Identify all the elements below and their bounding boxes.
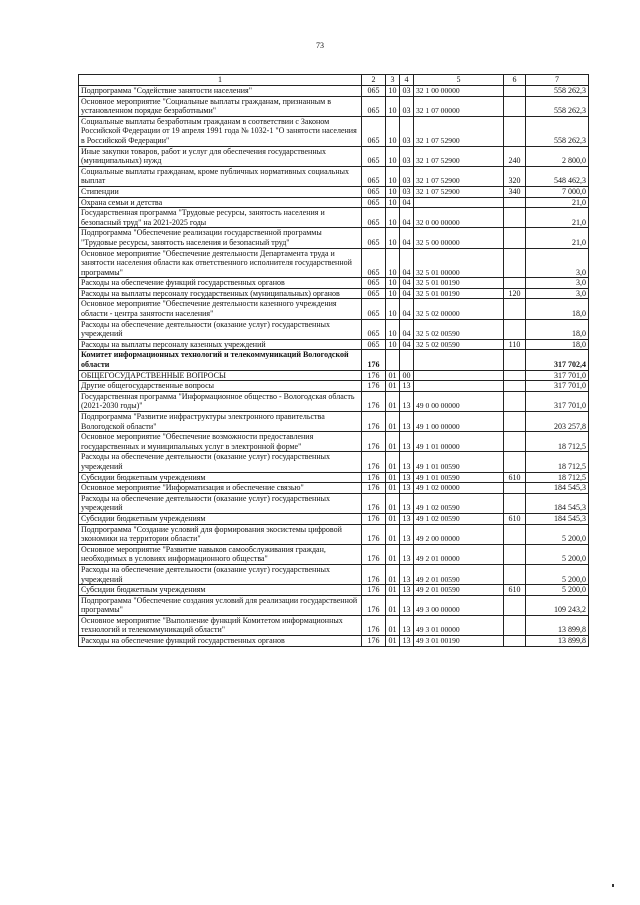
admin-code-cell: 065 [362,278,386,289]
header-col-4: 4 [400,75,414,86]
table-row [79,585,589,596]
admin-code-cell: 065 [362,228,386,248]
expense-type-cell [504,452,526,472]
expense-type-cell: 340 [504,186,526,197]
section-code-cell: 01 [386,544,400,564]
row-name-cell: Расходы на обеспечение функций государственных органов [79,636,362,647]
section-code-cell [386,350,400,370]
target-article-cell: 32 1 07 00000 [414,96,504,116]
target-article-cell: 49 3 00 00000 [414,595,504,615]
section-code-cell: 01 [386,432,400,452]
target-article-cell: 32 1 07 52900 [414,146,504,166]
expense-type-cell [504,615,526,635]
expense-type-cell: 610 [504,585,526,596]
admin-code-cell: 176 [362,483,386,494]
target-article-cell: 32 5 02 00000 [414,299,504,319]
amount-cell: 7 000,0 [526,186,589,197]
amount-cell: 18 712,5 [526,472,589,483]
admin-code-cell: 065 [362,197,386,208]
table-row [79,208,589,228]
admin-code-cell: 176 [362,544,386,564]
table-row [79,412,589,432]
admin-code-cell: 176 [362,381,386,392]
subsection-code-cell: 13 [400,513,414,524]
subsection-code-cell: 13 [400,615,414,635]
row-name-cell: Подпрограмма "Создание условий для формирования экосистемы цифровой экономики на территории области" [79,524,362,544]
admin-code-cell: 065 [362,299,386,319]
table-row [79,146,589,166]
row-name-cell: Подпрограмма "Обеспечение создания условий для реализации государственной программы" [79,595,362,615]
row-name-cell: Государственная программа "Информационное общество - Вологодская область (2021-2030 годы)" [79,391,362,411]
admin-code-cell: 065 [362,319,386,339]
section-code-cell: 10 [386,166,400,186]
admin-code-cell: 176 [362,391,386,411]
section-code-cell: 10 [386,319,400,339]
target-article-cell: 32 5 02 00590 [414,319,504,339]
subsection-code-cell: 03 [400,116,414,146]
target-article-cell: 49 2 01 00590 [414,564,504,584]
target-article-cell [414,381,504,392]
amount-cell: 5 200,0 [526,564,589,584]
section-code-cell: 01 [386,381,400,392]
section-code-cell: 10 [386,299,400,319]
table-row [79,86,589,97]
header-col-6: 6 [504,75,526,86]
expense-type-cell [504,524,526,544]
amount-cell: 21,0 [526,197,589,208]
subsection-code-cell: 03 [400,146,414,166]
expense-type-cell [504,248,526,278]
row-name-cell: Стипендии [79,186,362,197]
target-article-cell: 32 5 01 00190 [414,288,504,299]
amount-cell: 5 200,0 [526,544,589,564]
amount-cell: 18,0 [526,299,589,319]
subsection-code-cell: 04 [400,248,414,278]
admin-code-cell: 065 [362,146,386,166]
table-row [79,483,589,494]
row-name-cell: Расходы на обеспечение деятельности (оказание услуг) государственных учреждений [79,493,362,513]
section-code-cell: 01 [386,564,400,584]
row-name-cell: Подпрограмма "Содействие занятости населения" [79,86,362,97]
row-name-cell: Субсидии бюджетным учреждениям [79,513,362,524]
amount-cell: 184 545,3 [526,493,589,513]
amount-cell: 548 462,3 [526,166,589,186]
expense-type-cell [504,350,526,370]
amount-cell: 18 712,5 [526,452,589,472]
amount-cell: 109 243,2 [526,595,589,615]
table-row [79,472,589,483]
admin-code-cell: 065 [362,166,386,186]
expense-type-cell [504,595,526,615]
target-article-cell: 32 0 00 00000 [414,208,504,228]
admin-code-cell: 176 [362,513,386,524]
target-article-cell: 49 1 02 00590 [414,493,504,513]
expense-type-cell [504,391,526,411]
table-row [79,339,589,350]
row-name-cell: ОБЩЕГОСУДАРСТВЕННЫЕ ВОПРОСЫ [79,370,362,381]
subsection-code-cell: 04 [400,278,414,289]
header-col-1: 1 [79,75,362,86]
row-name-cell: Расходы на обеспечение деятельности (оказание услуг) государственных учреждений [79,564,362,584]
table-row [79,299,589,319]
subsection-code-cell: 13 [400,452,414,472]
subsection-code-cell: 04 [400,319,414,339]
subsection-code-cell: 03 [400,86,414,97]
admin-code-cell: 176 [362,564,386,584]
subsection-code-cell: 13 [400,564,414,584]
expense-type-cell [504,544,526,564]
amount-cell: 317 701,0 [526,370,589,381]
table-row [79,248,589,278]
target-article-cell: 49 0 00 00000 [414,391,504,411]
amount-cell: 2 800,0 [526,146,589,166]
amount-cell: 21,0 [526,228,589,248]
table-row [79,513,589,524]
subsection-code-cell: 04 [400,339,414,350]
row-name-cell: Подпрограмма "Обеспечение реализации государственной программы "Трудовые ресурсы, занятость населения и безопасный труд" [79,228,362,248]
row-name-cell: Комитет информационных технологий и телекоммуникаций Вологодской области [79,350,362,370]
row-name-cell: Основное мероприятие "Развитие навыков самообслуживания граждан, необходимых в условиях информационного общества" [79,544,362,564]
subsection-code-cell: 13 [400,585,414,596]
section-code-cell: 01 [386,493,400,513]
admin-code-cell: 176 [362,524,386,544]
subsection-code-cell: 13 [400,391,414,411]
admin-code-cell: 065 [362,288,386,299]
section-code-cell: 10 [386,278,400,289]
header-col-7: 7 [526,75,589,86]
amount-cell: 317 701,0 [526,391,589,411]
row-name-cell: Охрана семьи и детства [79,197,362,208]
subsection-code-cell: 04 [400,208,414,228]
target-article-cell: 49 1 02 00590 [414,513,504,524]
table-row [79,288,589,299]
amount-cell: 558 262,3 [526,86,589,97]
amount-cell: 3,0 [526,288,589,299]
target-article-cell: 32 1 07 52900 [414,166,504,186]
target-article-cell: 32 5 02 00590 [414,339,504,350]
table-row [79,350,589,370]
target-article-cell: 49 1 01 00590 [414,452,504,472]
expense-type-cell [504,116,526,146]
table-row [79,381,589,392]
table-row [79,636,589,647]
budget-table [78,74,589,647]
row-name-cell: Расходы на обеспечение деятельности (оказание услуг) государственных учреждений [79,319,362,339]
row-name-cell: Субсидии бюджетным учреждениям [79,585,362,596]
expense-type-cell [504,483,526,494]
admin-code-cell: 176 [362,472,386,483]
amount-cell: 184 545,3 [526,483,589,494]
row-name-cell: Расходы на обеспечение деятельности (оказание услуг) государственных учреждений [79,452,362,472]
table-row [79,278,589,289]
table-row [79,391,589,411]
table-row [79,116,589,146]
admin-code-cell: 065 [362,208,386,228]
subsection-code-cell: 13 [400,432,414,452]
table-row [79,166,589,186]
target-article-cell: 49 2 00 00000 [414,524,504,544]
expense-type-cell [504,370,526,381]
table-row [79,595,589,615]
subsection-code-cell: 04 [400,228,414,248]
section-code-cell: 10 [386,197,400,208]
header-col-2: 2 [362,75,386,86]
admin-code-cell: 065 [362,86,386,97]
admin-code-cell: 176 [362,585,386,596]
subsection-code-cell: 04 [400,197,414,208]
table-row [79,186,589,197]
target-article-cell: 49 2 01 00590 [414,585,504,596]
subsection-code-cell: 13 [400,412,414,432]
admin-code-cell: 176 [362,595,386,615]
expense-type-cell [504,319,526,339]
subsection-code-cell: 04 [400,299,414,319]
section-code-cell: 01 [386,615,400,635]
subsection-code-cell [400,350,414,370]
amount-cell: 18,0 [526,319,589,339]
table-row [79,493,589,513]
amount-cell: 5 200,0 [526,585,589,596]
row-name-cell: Расходы на выплаты персоналу государственных (муниципальных) органов [79,288,362,299]
target-article-cell: 49 1 00 00000 [414,412,504,432]
target-article-cell: 32 5 01 00000 [414,248,504,278]
subsection-code-cell: 13 [400,595,414,615]
admin-code-cell: 065 [362,339,386,350]
header-col-5: 5 [414,75,504,86]
table-row [79,452,589,472]
section-code-cell: 10 [386,228,400,248]
section-code-cell: 10 [386,339,400,350]
expense-type-cell: 320 [504,166,526,186]
section-code-cell: 01 [386,483,400,494]
section-code-cell: 10 [386,146,400,166]
admin-code-cell: 065 [362,248,386,278]
admin-code-cell: 065 [362,96,386,116]
target-article-cell: 32 1 00 00000 [414,86,504,97]
subsection-code-cell: 04 [400,288,414,299]
admin-code-cell: 176 [362,615,386,635]
expense-type-cell [504,636,526,647]
amount-cell: 558 262,3 [526,116,589,146]
admin-code-cell: 176 [362,370,386,381]
target-article-cell: 32 1 07 52900 [414,116,504,146]
expense-type-cell [504,299,526,319]
table-row [79,96,589,116]
subsection-code-cell: 13 [400,544,414,564]
subsection-code-cell: 03 [400,166,414,186]
row-name-cell: Другие общегосударственные вопросы [79,381,362,392]
row-name-cell: Социальные выплаты гражданам, кроме публичных нормативных социальных выплат [79,166,362,186]
admin-code-cell: 065 [362,186,386,197]
amount-cell: 558 262,3 [526,96,589,116]
subsection-code-cell: 13 [400,493,414,513]
row-name-cell: Расходы на выплаты персоналу казенных учреждений [79,339,362,350]
expense-type-cell [504,412,526,432]
section-code-cell: 01 [386,452,400,472]
amount-cell: 13 899,8 [526,636,589,647]
target-article-cell [414,350,504,370]
expense-type-cell [504,564,526,584]
expense-type-cell [504,432,526,452]
subsection-code-cell: 13 [400,381,414,392]
target-article-cell: 49 3 01 00190 [414,636,504,647]
target-article-cell: 49 2 01 00000 [414,544,504,564]
section-code-cell: 01 [386,472,400,483]
target-article-cell [414,197,504,208]
subsection-code-cell: 13 [400,636,414,647]
table-row [79,524,589,544]
amount-cell: 3,0 [526,278,589,289]
table-row [79,544,589,564]
row-name-cell: Основное мероприятие "Информатизация и обеспечение связью" [79,483,362,494]
section-code-cell: 01 [386,595,400,615]
section-code-cell: 01 [386,513,400,524]
row-name-cell: Основное мероприятие "Обеспечение деятельности казенного учреждения области - центра занятости населения" [79,299,362,319]
amount-cell: 317 702,4 [526,350,589,370]
section-code-cell: 10 [386,186,400,197]
amount-cell: 3,0 [526,248,589,278]
expense-type-cell [504,208,526,228]
table-row [79,615,589,635]
page-number: 73 [316,41,324,50]
table-body [79,86,589,647]
amount-cell: 317 701,0 [526,381,589,392]
page-mark [612,884,614,887]
header-col-3: 3 [386,75,400,86]
row-name-cell: Основное мероприятие "Выполнение функций Комитетом информационных технологий и телекоммуникаций области" [79,615,362,635]
expense-type-cell: 110 [504,339,526,350]
row-name-cell: Основное мероприятие "Обеспечение возможности предоставления государственных и муниципальных услуг в электронной форме" [79,432,362,452]
target-article-cell: 49 1 02 00000 [414,483,504,494]
subsection-code-cell: 13 [400,524,414,544]
admin-code-cell: 065 [362,116,386,146]
expense-type-cell: 610 [504,472,526,483]
section-code-cell: 10 [386,288,400,299]
table-row [79,319,589,339]
expense-type-cell [504,228,526,248]
amount-cell: 13 899,8 [526,615,589,635]
section-code-cell: 01 [386,636,400,647]
subsection-code-cell: 13 [400,483,414,494]
amount-cell: 5 200,0 [526,524,589,544]
row-name-cell: Социальные выплаты безработным гражданам в соответствии с Законом Российской Федерации от 19 апреля 1991 года № 1032-1 "О занятости населения в Российской Федерации" [79,116,362,146]
subsection-code-cell: 13 [400,472,414,483]
table-row [79,432,589,452]
subsection-code-cell: 03 [400,186,414,197]
target-article-cell: 32 5 00 00000 [414,228,504,248]
admin-code-cell: 176 [362,452,386,472]
admin-code-cell: 176 [362,493,386,513]
row-name-cell: Государственная программа "Трудовые ресурсы, занятость населения и безопасный труд" на 2021-2025 годы [79,208,362,228]
section-code-cell: 01 [386,524,400,544]
amount-cell: 21,0 [526,208,589,228]
expense-type-cell [504,96,526,116]
target-article-cell: 32 5 01 00190 [414,278,504,289]
section-code-cell: 10 [386,208,400,228]
admin-code-cell: 176 [362,350,386,370]
expense-type-cell: 120 [504,288,526,299]
expense-type-cell: 610 [504,513,526,524]
section-code-cell: 01 [386,585,400,596]
target-article-cell: 49 1 01 00000 [414,432,504,452]
amount-cell: 18 712,5 [526,432,589,452]
target-article-cell: 32 1 07 52900 [414,186,504,197]
admin-code-cell: 176 [362,636,386,647]
section-code-cell: 10 [386,86,400,97]
amount-cell: 18,0 [526,339,589,350]
expense-type-cell [504,278,526,289]
expense-type-cell: 240 [504,146,526,166]
target-article-cell: 49 1 01 00590 [414,472,504,483]
section-code-cell: 01 [386,412,400,432]
expense-type-cell [504,197,526,208]
row-name-cell: Основное мероприятие "Социальные выплаты гражданам, признанным в установленном порядке безработными" [79,96,362,116]
section-code-cell: 01 [386,370,400,381]
table-row [79,564,589,584]
section-code-cell: 10 [386,116,400,146]
section-code-cell: 10 [386,248,400,278]
amount-cell: 184 545,3 [526,513,589,524]
row-name-cell: Подпрограмма "Развитие инфраструктуры электронного правительства Вологодской области" [79,412,362,432]
expense-type-cell [504,86,526,97]
table-header-row [79,75,589,86]
subsection-code-cell: 00 [400,370,414,381]
admin-code-cell: 176 [362,432,386,452]
amount-cell: 203 257,8 [526,412,589,432]
expense-type-cell [504,381,526,392]
table-row [79,370,589,381]
row-name-cell: Субсидии бюджетным учреждениям [79,472,362,483]
row-name-cell: Расходы на обеспечение функций государственных органов [79,278,362,289]
table-row [79,197,589,208]
row-name-cell: Основное мероприятие "Обеспечение деятельности Департамента труда и занятости населения области как ответственного исполнителя государственной программы" [79,248,362,278]
section-code-cell: 01 [386,391,400,411]
table-row [79,228,589,248]
expense-type-cell [504,493,526,513]
target-article-cell: 49 3 01 00000 [414,615,504,635]
section-code-cell: 10 [386,96,400,116]
row-name-cell: Иные закупки товаров, работ и услуг для обеспечения государственных (муниципальных) нужд [79,146,362,166]
target-article-cell [414,370,504,381]
admin-code-cell: 176 [362,412,386,432]
subsection-code-cell: 03 [400,96,414,116]
